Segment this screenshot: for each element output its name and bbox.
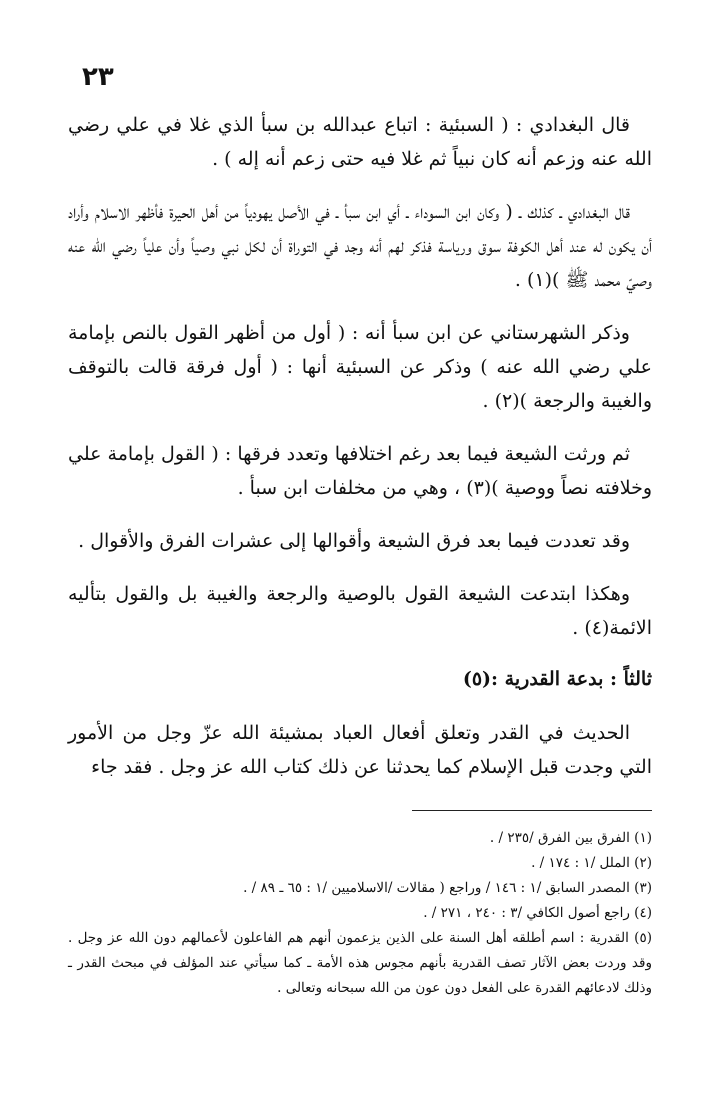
paragraph-qadar-intro: الحديث في القدر وتعلق أفعال العباد بمشيئة الله عزّ وجل من الأمور التي وجدت قبل الإسلام كما يحدثنا عن ذلك كتاب الله عز وجل . فقد جاء: [68, 722, 652, 778]
footnotes: [68, 826, 652, 1001]
paragraph-shia-sects: وقد تعددت فيما بعد فرق الشيعة وأقوالها إلى عشرات الفرق والأقوال .: [78, 530, 630, 552]
paragraph-shia-inheritance: ثم ورثت الشيعة فيما بعد رغم اختلافها وتعدد فرقها : ( القول بإمامة علي وخلافته نصاً ووصية )(٣) ، وهي من مخلفات ابن سبأ .: [68, 443, 652, 499]
footnote-1: (١) الفرق بين الفرق /٢٣٥ / .: [489, 830, 652, 846]
footnote-divider: [412, 810, 652, 811]
footnote-4: (٤) راجع أصول الكافي /٣ : ٢٤٠ ، ٢٧١ / .: [423, 905, 652, 921]
main-text: [68, 108, 652, 803]
section-heading-qadariyya: ثالثاً : بدعة القدرية :(٥): [462, 668, 652, 690]
footnote-5: (٥) القدرية : اسم أطلقه أهل السنة على الذين يزعمون أنهم هم الفاعلون لأعمالهم دون الله عز وجل . وقد وردت بعض الآثار تصف القدرية بأنهم مجوس هذه الأمة ـ كما سيأتي عند المؤلف في مبحث القدر ـ وذلك لادعائهم القدرة على الفعل دون عون من الله سبحانه وتعالى .: [68, 930, 652, 996]
footnote-3: (٣) المصدر السابق /١ : ١٤٦ / وراجع ( مقالات /الاسلاميين /١ : ٦٥ ـ ٨٩ / .: [243, 880, 652, 896]
footnote-2: (٢) الملل /١ : ١٧٤ / .: [531, 855, 652, 871]
paragraph-baghdadi-ibn-sawda: قال البغدادي ـ كذلك ـ ( وكان ابن السوداء ـ أي ابن سبأ ـ في الأصل يهودياً من أهل الحيرة فأظهر الاسلام وأراد أن يكون له عند أهل الكوفة سوق ورياسة فذكر لهم أنه وجد في التوراة أن لكل نبي وصياً وأن علياً رضي الله عنه وصيّ محمد ﷺ )(١) .: [68, 201, 652, 291]
paragraph-shia-innovations: وهكذا ابتدعت الشيعة القول بالوصية والرجعة والغيبة بل والقول بتأليه الائمة(٤) .: [68, 583, 652, 639]
paragraph-baghdadi-sabaiyya: قال البغدادي : ( السبئية : اتباع عبدالله بن سبأ الذي غلا في علي رضي الله عنه وزعم أنه كان نبياً ثم غلا فيه حتى زعم أنه إله ) .: [68, 114, 652, 170]
page-number: ٢٣: [82, 62, 114, 92]
paragraph-shahrastani: وذكر الشهرستاني عن ابن سبأ أنه : ( أول من أظهر القول بالنص بإمامة علي رضي الله عنه ) وذكر عن السبئية أنها : ( أول فرقة قالت بالتوقف والغيبة والرجعة )(٢) .: [68, 322, 652, 412]
